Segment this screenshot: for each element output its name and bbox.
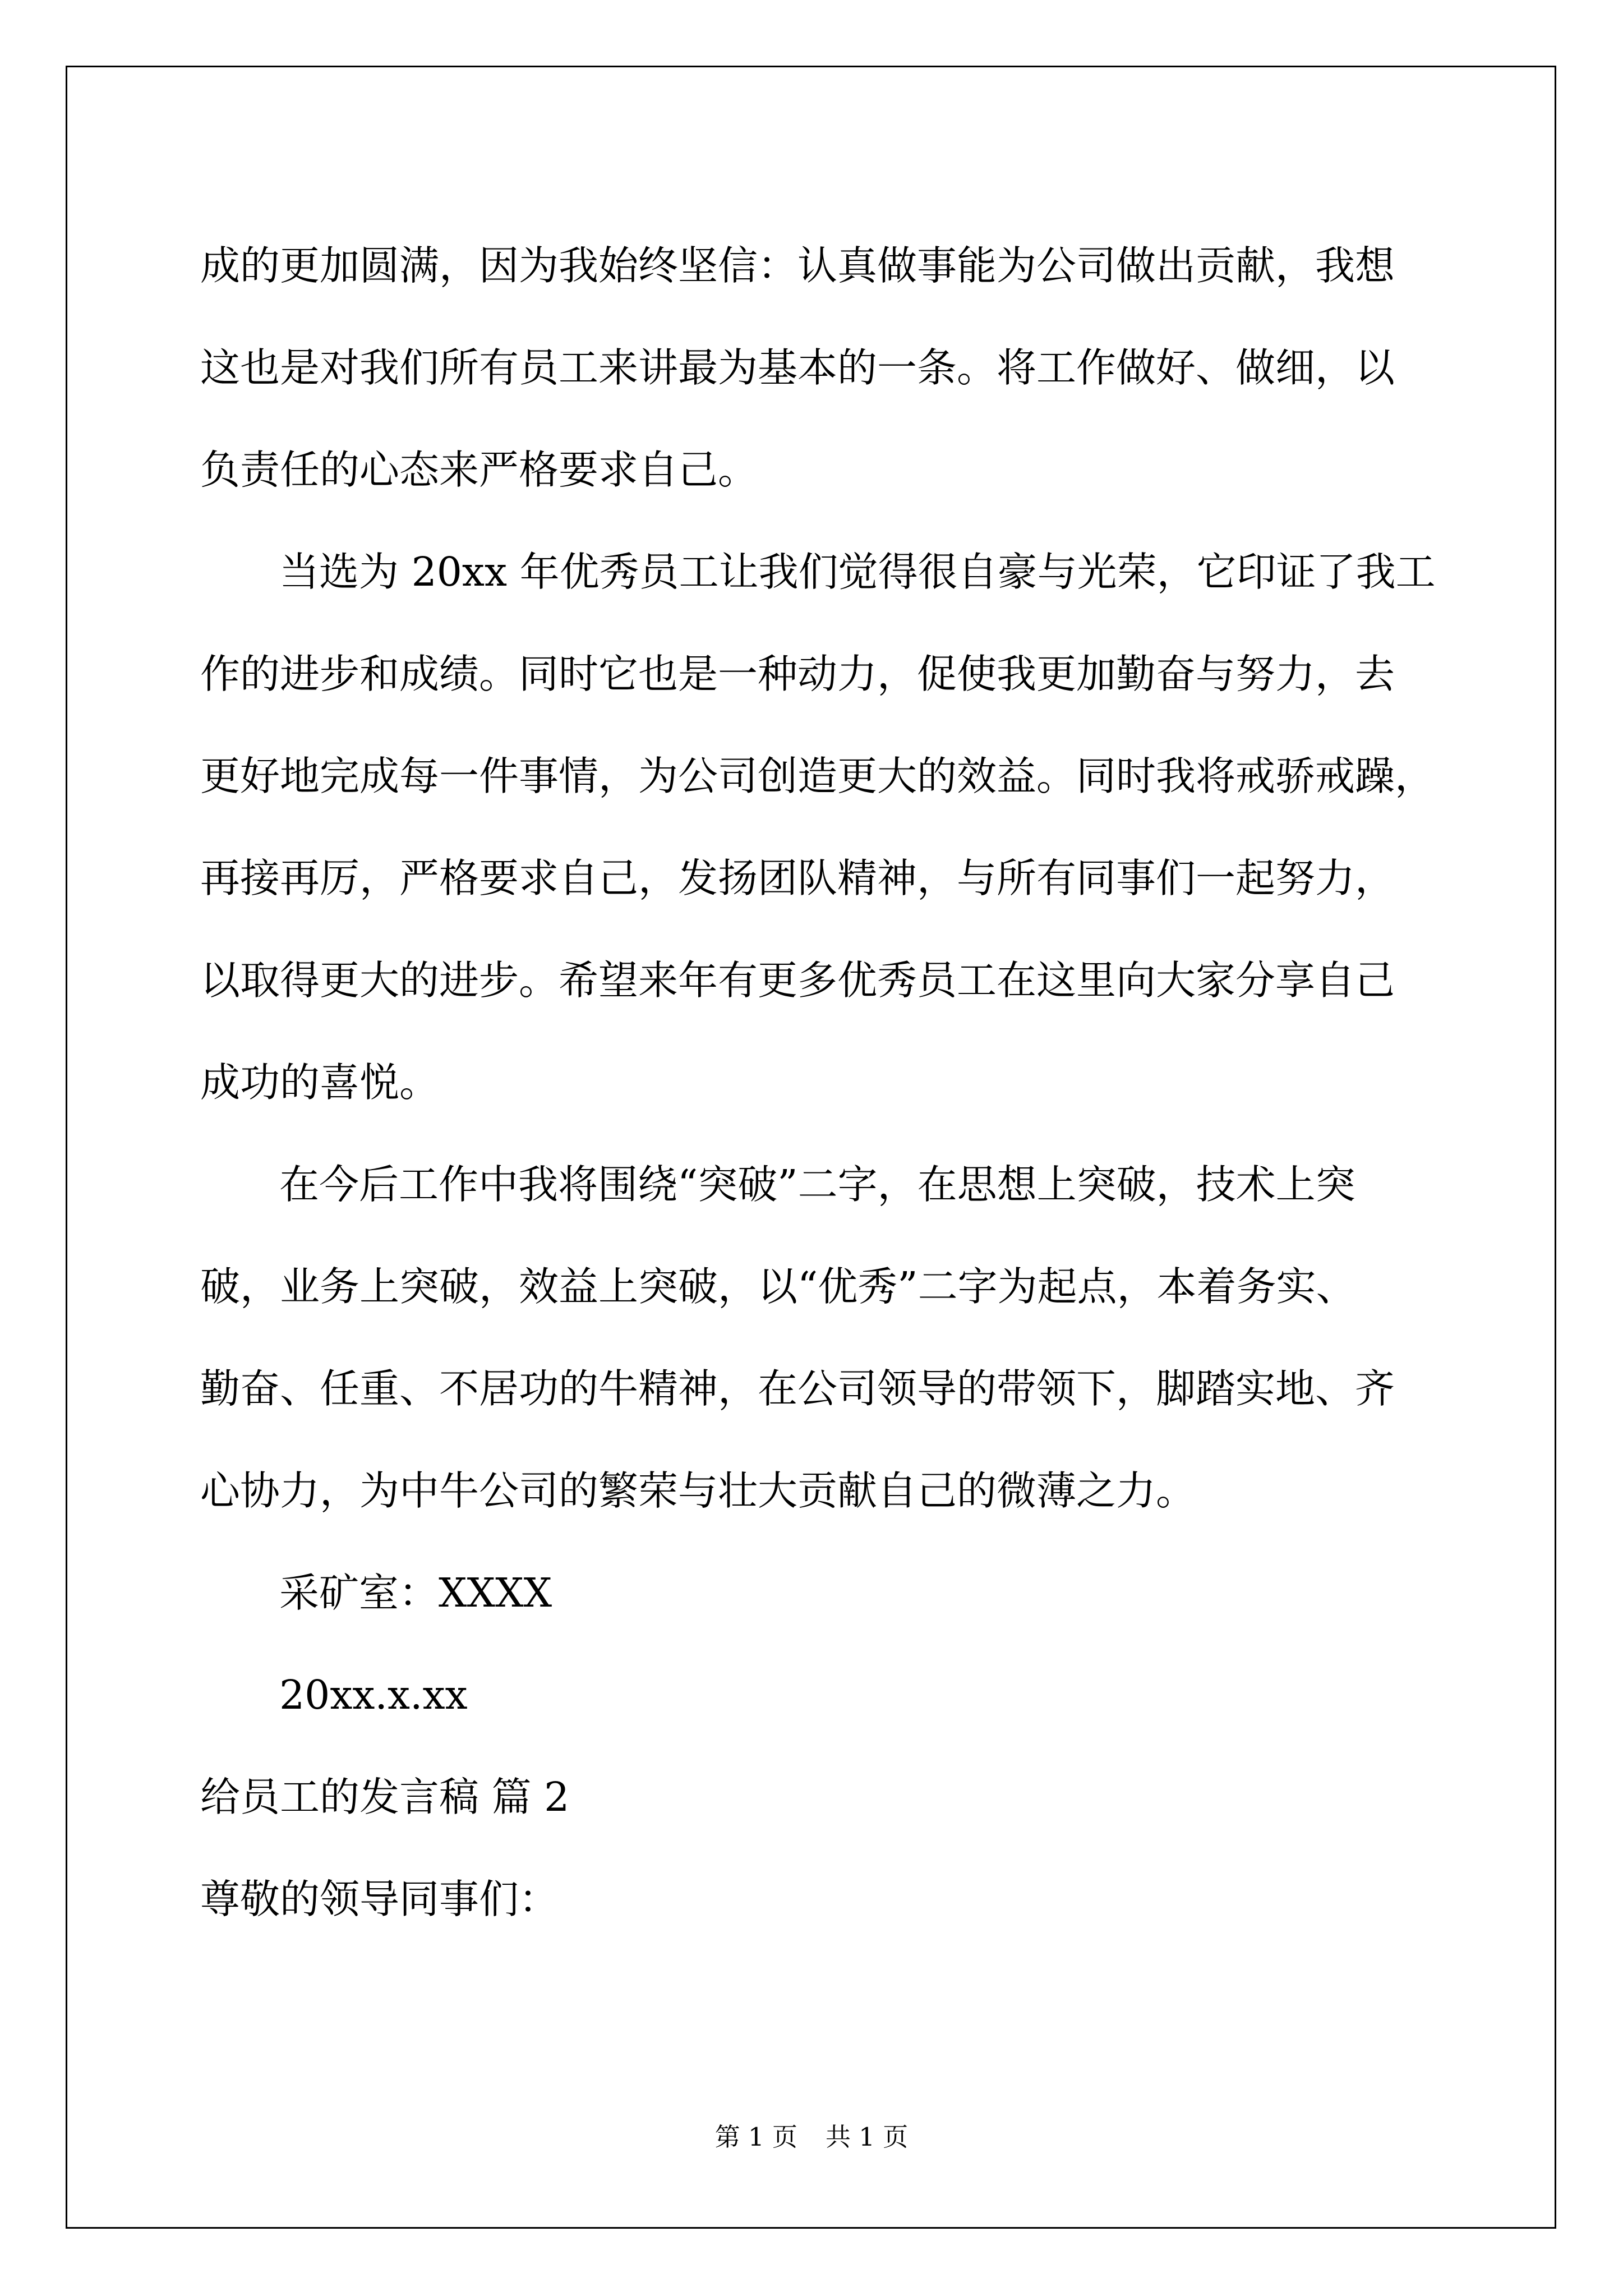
text-line: 这也是对我们所有员工来讲最为基本的一条。将工作做好、做细，以 bbox=[200, 344, 1395, 391]
text-line: 以取得更大的进步。希望来年有更多优秀员工在这里向大家分享自己 bbox=[200, 957, 1395, 1004]
text-line: 成的更加圆满，因为我始终坚信：认真做事能为公司做出贡献，我想 bbox=[200, 242, 1395, 289]
paragraph-start-line: 在今后工作中我将围绕“突破”二字，在思想上突破，技术上突 bbox=[279, 1161, 1355, 1208]
text-line: 心协力，为中牛公司的繁荣与壮大贡献自己的微薄之力。 bbox=[200, 1467, 1196, 1514]
document-body bbox=[200, 215, 1456, 1950]
text-line: 更好地完成每一件事情，为公司创造更大的效益。同时我将戒骄戒躁， bbox=[200, 753, 1435, 799]
text-line: 再接再厉，严格要求自己，发扬团队精神，与所有同事们一起努力， bbox=[200, 855, 1395, 901]
page-number-current: 第 1 页 bbox=[714, 2122, 797, 2152]
text-line: 成功的喜悦。 bbox=[200, 1059, 440, 1106]
salutation: 尊敬的领导同事们： bbox=[200, 1876, 559, 1922]
text-line: 作的进步和成绩。同时它也是一种动力，促使我更加勤奋与努力，去 bbox=[200, 651, 1395, 697]
text-line: 破，业务上突破，效益上突破，以“优秀”二字为起点，本着务实、 bbox=[200, 1263, 1356, 1310]
text-line: 勤奋、任重、不居功的牛精神，在公司领导的带领下，脚踏实地、齐 bbox=[200, 1365, 1395, 1412]
paragraph-start-line: 当选为 20xx 年优秀员工让我们觉得很自豪与光荣，它印证了我工 bbox=[279, 549, 1436, 595]
text-line: 负责任的心态来严格要求自己。 bbox=[200, 447, 758, 493]
page-footer bbox=[0, 2120, 1623, 2154]
signature-department: 采矿室：XXXX bbox=[279, 1570, 552, 1616]
page-number-total: 共 1 页 bbox=[826, 2122, 909, 2152]
signature-date: 20xx.x.xx bbox=[279, 1672, 468, 1718]
section-heading: 给员工的发言稿 篇 2 bbox=[200, 1774, 570, 1820]
